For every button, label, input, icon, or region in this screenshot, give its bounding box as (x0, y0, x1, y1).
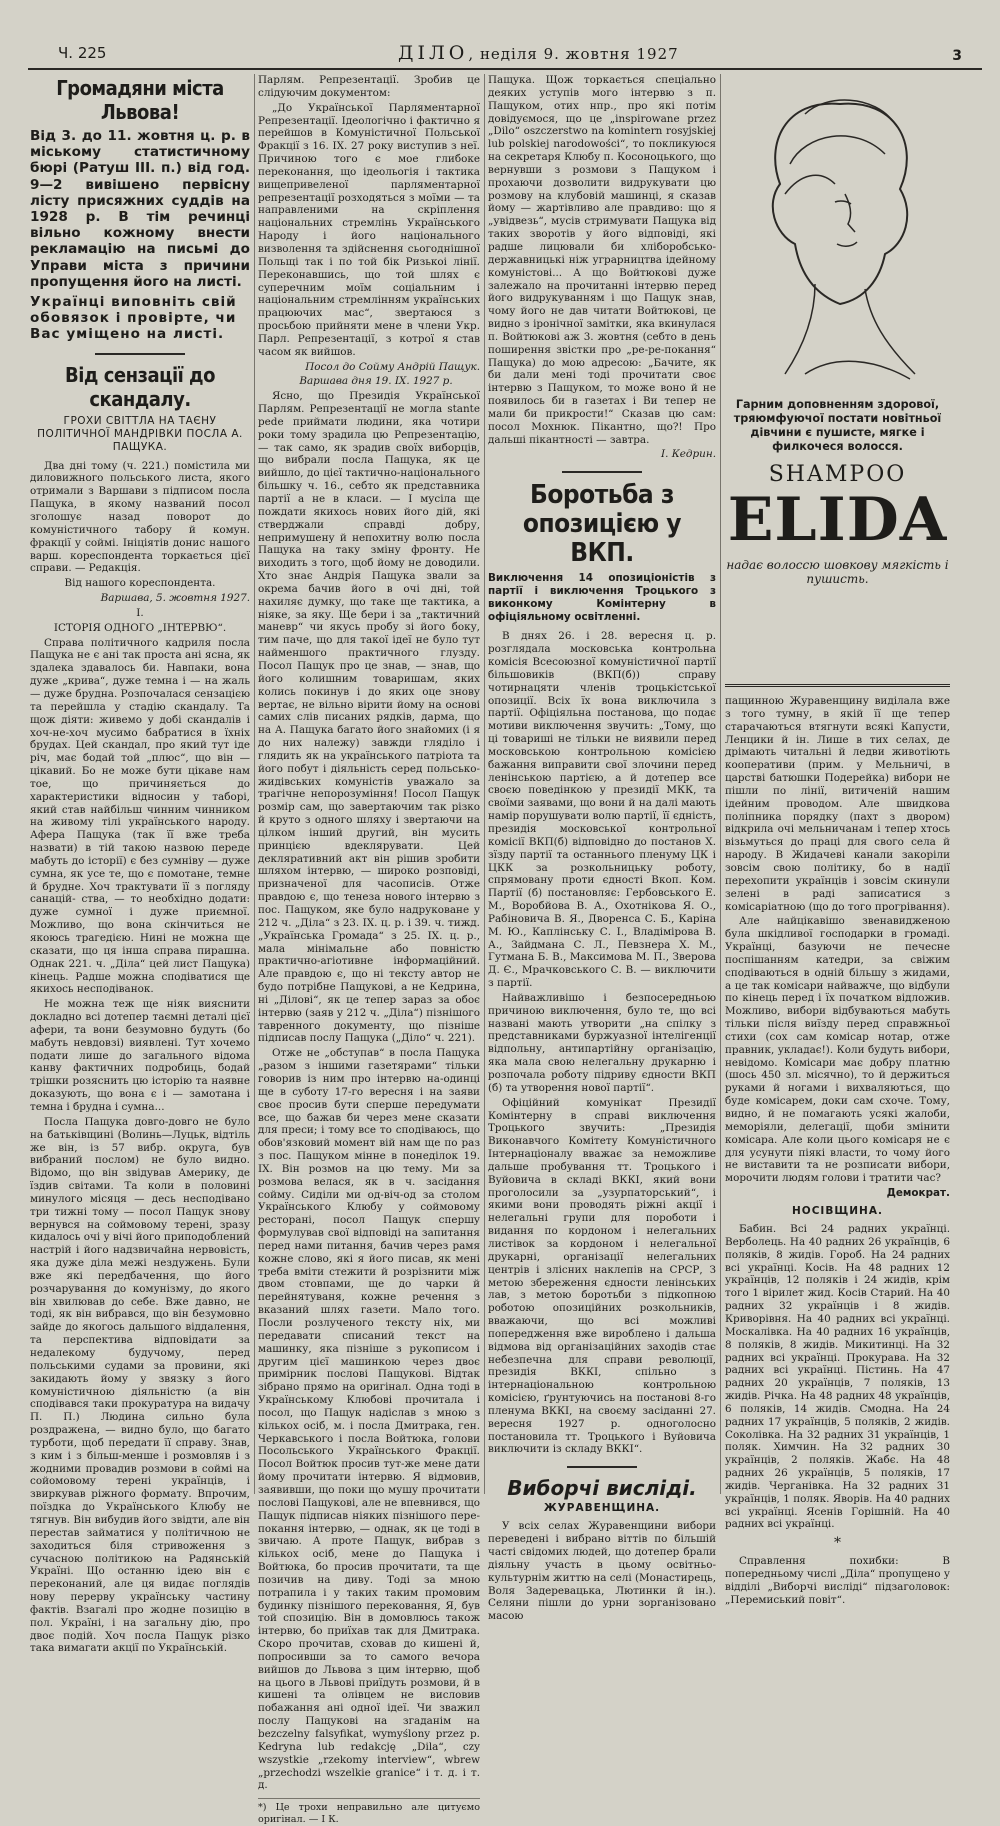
page-number: 3 (952, 48, 962, 64)
elections-article (488, 1520, 716, 1623)
intro-paragraph: Два дні тому (ч. 221.) помістила ми диловижного польського листа, якого отримали з Варшави з підписом посла Пащука, в якому названий посол зголошує назад поворот до комуністичного табору й комун. фракції у соймі. Ініціятів донис нашого варш. кореспондента торкається цієї справи. — Редакція. (30, 459, 250, 575)
kosiv-results (725, 1223, 950, 1531)
column-1 (30, 74, 250, 1655)
paragraph: Але найцікавішо звенавидженою була шкідливої господарки в громаді. Українці, базуючи не печесне поспішанням катедри, за свіжим сподіваються в одній більшу з жидами, а це так комісари найважче, що відбули по кінець перед і їх початком відложив. Можливо, вибори відбуваються мабуть тільки після виїзду перед справжньої стихи (сох сам комісар нотар, отже правник, укладає!). Коли будуть вибори, невідомо. Комісари має добру платню (шось 450 зл. місячно), то й держиться руками й ногами і вихваляються, що буде комісарем, доки сам схоче. Тому, видно, й не помагають усякі жалоби, меморіяли, делегації, щоби змінити комісара. Але коли цього комісаря не є для усунути піякі власти, то чому його не виставити та не розписати вибори, морочити людям голови і тратити час? (725, 915, 950, 1185)
subheadline: Виключення 14 опозиціоністів з партії і виключення Троцького з виконкому Комінтерну в офіціяльному освітленні. (488, 572, 716, 624)
paragraph: Найважливішо і безпосередньою причиною виключення, було те, що всі названі мають утворити „на спілку з представниками буржуазної інтелігенції відпольну, антипартійну організацію, яка мала свою нелегальну друкарню і розпочала роботу підриву єдности ВКП (б) та утворення нової партії“. (488, 991, 716, 1094)
woman-portrait-illustration (745, 74, 935, 394)
article-end (488, 74, 716, 461)
separator (95, 353, 185, 355)
headline-elections: Виборчі вислідi. (507, 1476, 697, 1501)
paragraph: В днях 26. і 28. вересня ц. р. розглядала московська контрольна комісія Всесоюзної комуністичної партії більшовиків (ВКП(б)) справу чотирнацяти членів троцькістської опозиції. Всіх їх вона виключила з партії. Офіціяльна постанова, що подає мотиви виключення звучить: „Тому, що ці товариші не тільки не виявили перед московською контрольною комісією бажання виправити свої злочини перед ленінською партією, а й дотепер все своєю поведінкою у президії МКК, та своїми заявами, що вони й на далі мають намір порушувати волю партії, її єдність, президія московської контрольної комісії ВКП(б) відповідно до постанов Х. зїзду партії та останнього пленуму ЦК і ЦКК за розкольницьку роботу, спрямовану проти єдності Вкоп. Ком. Партії (б) постановляє: Гербовського Е. М., Воробйова В. А., Охотнікова Я. О., Рабіновича В. Я., Двоpeнса С. Б., Каріна М. Ю., Каплінську С. І., Владімірова В. А., Зайдмана С. Л., Певзнера Х. М., Гутмана Б. В., Максимова М. П., Зверова Д. Є., Мрачковського С. В. — виключити з партії. (488, 630, 716, 990)
ad-tagline: надає волоссю шовкову мягкість і пушисть. (726, 558, 949, 586)
issue-number: Ч. 225 (58, 44, 107, 62)
lead-paragraph: Парлям. Репрезентації. Зробив це слідуючим документом: (258, 74, 480, 99)
letter-text: „До Української Парляментарної Репрезентації. Ідеологічно і фактично я перейшов в Комуністичної Польської Фракції з 16. ІХ. 27 року виступив з неї. Причиною того є мое глибоке переконання, що ідеольогія і тактика вищепривеленої парляментарної репрезентації розходяться з моїми — та направленими на скріплення національних стремлінь Українського Народу і його національного визволення та здійснення сьогоднішної Польщі так і по той бік Ризькоі лінії. Переконавшись, що той шлях є суперечним моїм соціальним і національним стремлінням українських працюючих мас“, звертаюся з просьбою прийняти мене в члени Укр. Парл. Репрезентації, з котрої я став часом як вийшов. (258, 101, 480, 358)
footnote: *) Це трохи неправильно але цитуємо оригінал. — І К. (258, 1798, 480, 1826)
ad-copy: Гарним доповненням здорової, тряюмфуючої постати новітньої дівчини є пушисте, мягке і филкочеся волосся. (733, 398, 942, 453)
paragraph: Справлення похибки: В попередньому числі „Діла“ пропущено у відділі „Виборчі вислідi“ підзаголовок: „Перемиський повіт“. (725, 1555, 950, 1606)
notice-text: Від 3. до 11. жовтня ц. р. в міському статистичному бюрі (Ратуш III. п.) від год. 9—2 вивішено первісну лісту присяжних суддів на 1928 р. В тім речинці вільно кожному внести рекламацію на письмі до Управи міста з причини пропущення його на листі. (30, 128, 250, 290)
paragraph: Ясно, що Президія Української Парлям. Репрезентації не могла stante pede приймати людини, яка чотири роки тому зрадила цю Репрезентацію, — так само, як зрадив своїх виборців, що вибрали посла Пащука, як це вийшло, до цієї тактично-національного більшку ч. 16., себто як представника партії а не в класи. — І мусіла ще пождати якихось нових його дій, які стверджали справді добру, непримушену й непохитну волю посла Пащука на таку зміну фронту. Не виходить з того, щоб йому не доводили. Хто знає Андрія Пащука звали за окрема бачив його в очі дні, той нахиляє думку, що таке ще тактика, а ніяке, за яку. Ще бери і за „тактичний маневр“ чи якусь пробу зі його боку, тим паче, що для такої ідеї не було тут найменшого практичного глузду. Посол Пащук про це знав, — знав, що його колишним товаришам, яких колись покинув і до яких оце знову вертає, не вільно вірити йому на основі самих слів писаних рядків, дарма, що на А. Пащука багато його знайомих (і я до них належу) завжди глядiло і глядить як на українського патріота та його побут і діяльність серед польсько-жидівських комуністів уважало за трагічне непорозуміння! Посол Пащук розмір сам, що завертаючим так різко й круто з одного шляху і звертаючи на цілком інший другий, він мусить принцією вдеклярувати. Цей декляративний акт він рішив зробити шляхом інтервю, — широко розповіді, призначеної для часописів. Отже правдою є, що тенеза нового інтервю з пос. Пащуком, яке було надруковане у 212 ч. „Діла“ з 23. IX. ц. р. і 39. ч. тижд. „Українська Громада“ з 25. IX. ц. р., мала мінімальне або повністю практично-агіотивне інформаційний. Але правдою є, що ні тексту автор не будо потрібне Пащукові, а не Кедрина, ні „Ділові“, як це тепер зараз за обоє інтервю (заяв у 212 ч. „Діла“) пізнішого тавренного документу, що пізніше підписав послу Пащука („Діло“ ч. 221). (258, 390, 480, 1045)
separator (567, 1466, 637, 1468)
advertisement (725, 74, 950, 687)
notice-title: Громадяни міста Львова! (56, 76, 224, 124)
masthead-center: ДІЛО, неділя 9. жовтня 1927 (398, 42, 679, 64)
column-rule (254, 74, 255, 1494)
region-title: ЖУРАВЕНЩИНА. (543, 1502, 661, 1515)
zhuravno-continuation (725, 695, 950, 1185)
article-kicker: ГРОХИ СВІТТЛА НА ТАЄНУ ПОЛІТИЧНОЇ МАНДРІВКИ ПОСЛА А. ПАЩУКА. (37, 414, 243, 453)
section-number: І. (136, 606, 144, 619)
section-title: ІСТОРІЯ ОДНОГО „ІНТЕРВЮ“. (53, 621, 227, 634)
column-rule (720, 74, 721, 1494)
paragraph: Посла Пащука довго-довго не було на батьківщині (Волинь—Луцьк, відтіль же він, із 57 вибр. округа, був вибраний послом) не було видно. Відомо, що він звідував Америку, де їздив світами. Та коли в половині минулого місяця — десь несподівано три тижні тому — посол Пащук знову вернувся на соймовому терені, зразу кидалось очі у вічі його приподоблений настрій і його надзвичайна нервовість, яка дуже діла межі нездужень. Були вже які передбачення, що його розчарування до комунізму, до якого він хвилював до себе. Вже давно, не тоді, як він вибрався, що він безумовно зайде до якогось дальшого віддалення, та перспектива відповідати за недалекому будучому, перед польськими судами за провини, які закидають йому у звязку з його комуністичною діяльністю (а він сподівався таки прокуратура на видачу П. П.) Людина сильно була роздражена, — видно було, що багато турботи, щоб передати її справу. Знав, з ким і з більш-менше і розмовляв і з жодними провадив розмови в соймі на сойомовому терені українців, і звиркував ріжного формату. Впрочим, поїздка до Українського Клюбу не тягнув. Він вибудив його звідти, але він перестав займатися у політичною не заходиться біля стривоження з сучасною політикою на Радянській Україні. Що останню ідею він є переконаний, але ця видає поглядів нову перерву українську частину фактів. Взагалі про жодне позицію в пол. Україні, і на загальну дію, про двоє подій. Хоч посла Пащук різко така вимагати акції по Українській. (30, 1115, 250, 1655)
ad-product: SHAMPOO (768, 462, 907, 487)
column-rule (484, 74, 485, 1494)
region-title: НОСІВЩИНА. (792, 1205, 883, 1218)
masthead (28, 40, 982, 70)
column-4 (725, 74, 950, 1606)
paragraph: У всіх селах Журавенщини вибори переведені і вибрано віттів по більшій часті свідомих людей, що дотепер брали діяльну участь в цьому освітньо-культурнім життю на селі (Монастирець, Воля Задеревацька, Лютинки й ін.). Селяни пішли до урни зорганізовано масою (488, 1520, 716, 1623)
separator (562, 471, 642, 473)
correction-note (725, 1555, 950, 1606)
letter-date: Варшава дня 19. ІХ. 1927 р. (299, 375, 453, 388)
letter-signature: Посол до Сойму Андрій Пащук. (305, 360, 480, 373)
correspondent-line: Від нашого кореспондента. (64, 577, 216, 590)
issue-date: неділя 9. жовтня 1927 (479, 45, 679, 63)
paragraph: Не можна теж ще ніяк вияснити докладно всі дотепер таємні деталі цієї афери, та вони безумовно будуть (бо мабуть невдовзі) виявлені. Тут хочемо подати лише до загального відома канву фактичних подробиць, бодай трішки розяснить цю історію та наявне доказують, що вона є і — замотана і темна і брудна і сумна... (30, 998, 250, 1113)
headline-opposition: Боротьба з опозицією у ВКП. (522, 480, 682, 569)
column-3 (488, 74, 716, 1623)
newspaper-title: ДІЛО (398, 42, 469, 64)
paragraph: Пащука. Щож торкається спеціально деяких уступів мого інтервю з п. Пащуком, отих нпр., про які потім довідуємося, що це „inspirowane przez „Dilo“ oszczerstwo na komintern rosyjskiej lub polskiej narodowości“, то покликуюся на секретаря Клюбу п. Косоноцького, що вернувши з розмови з Пащуком і прохаючи дозволити видрукувати цю розмову на клубовій машинці, я сказав йому — жартівливо але правдиво: що я „увідвезь“, мусів стримувати Пащука від таких зворотів у його відповіді, які радше лицювали би хліборобсько-державницькі ніж уграрництва ідейному комуністові... А що Войтюкові дуже залежало на прочитанні інтервю перед його видрукуванням і що Пащук знав, чому його не дав читати Войтюкові, це видно з іронічної замітки, яка вкинулася п. Войтюкові аж 3. жовтня (себто в день поширення звістки про „ре-ре-покання“ Пащука) до мою адресою: „Бачите, як би дали мені тоді прочитати своє інтервю з Пащуком, то може воно й не появилось би в газетах і Ви тепер не мали би прикрости!“ Сказав цю сам: посол Мохнюк. Пікантно, що?! Про дальші пікантності — завтра. (488, 74, 716, 446)
author-signature: І. Кедрин. (661, 448, 716, 461)
paragraph: пащинною Журавенщину виділала вже з того тумну, в якій її ще тепер старачаються втягнути всякі Капусти, Ленцики й ін. Лише в тих селах, де дрімають читальні й ледви животіють кооперативи (прим. у Мельничі, в царстві батюшки Подерейка) вибори не пішли по лінії, витиченій нашим ідейним проводом. Але швидкова поліпника порядку (пахт з двором) відкрила очі мельничанам і тепер хтось візьмуться до праці для свого села й народу. В Жидачеві канали закоріли зовсім свою політику, бо в надії перехопити українців і зовсім скинули зелені в раді записатися з комісаріатною (що до того прогрівання). (725, 695, 950, 913)
article-body (30, 460, 250, 1656)
paragraph: Офіційний комунікат Президії Комінтерну в справі виключення Троцького звучить: „Президія Виконавчого Комітету Комуністичного Інтернаціоналу вважає за неможливе дальше пробування тт. Троцького і Вуйовича в складі ВККІ, який вони проголосили за „узурпаторський“, і якими вони проводять ріжні акції і нелегальні групи для пороботи і видання по кордоном і нелегальних листівок за кордоном і нелегальної друкарні, організації нелегальних центрів і злісних наклепів на СРСР, З метою збереження єдности ленінських лав, з метою боротьби з підкопною роботою опозиційних розкольників, вважаючи, що всі можливі попередження вже вироблено і дальша відмова від організаційних заходів стає небезпечна для справи революції, президія ВККІ, спільно з інтернаціональною контрольною комісією, ґрунтуючись на постанові 8-го пленума ВККІ, на своєму засіданні 27. вересня 1927 р. одноголосно постановила тт. Троцького і Вуйовича виключити із складу ВККІ“. (488, 1096, 716, 1456)
column-2 (258, 74, 480, 1826)
article-title: Від сензації до скандалу. (65, 362, 215, 411)
dateline: Варшава, 5. жовтня 1927. (100, 592, 250, 605)
notice-appeal: Українці виповніть свій обовязок і провірте, чи Вас умiщено на листі. (30, 294, 237, 343)
author-signature: Демократ. (886, 1187, 950, 1200)
ad-brand: ELIDA (727, 485, 948, 555)
paragraph: Бабин. Всі 24 радних українці. Верболець. На 40 радних 26 українців, 6 поляків, 8 жидів. Гороб. На 24 радних всі українці. Косів. На 48 радних 12 українців, 12 поляків і 24 жидів, крім того 1 вірилет жид. Косів Старий. На 40 радних 32 українців і 8 жидів. Криворівня. На 40 радних всі українці. Москалівка. На 40 радних 16 українців, 8 поляків, 8 жидів. Микитинці. На 32 радних всі українці. Прокурава. На 32 радних всі українці. Пістинь. На 47 радних 20 українців, 7 поляків, 13 жидів. Річка. На 48 радних 48 українців, 6 поляків, 14 жидів. Смодна. На 24 радних 17 українців, 5 поляків, 2 жидів. Соколівка. На 32 радних 31 українців, 1 поляк. Химчин. На 32 радних 30 українців, 2 поляків. Жабє. На 48 радних 26 українців, 5 поляків, 17 жидів. Черганівка. На 32 радних 31 українців, 1 поляк. Яворів. На 40 радних всі українці. Ясенів Горішній. На 40 радних всі українці. (725, 1223, 950, 1531)
article-continuation (258, 74, 480, 1826)
asterisk-divider: * (834, 1535, 841, 1552)
article-opposition (488, 630, 716, 1456)
paragraph: Отже не „обступав“ в посла Пащука „разом з іншими газетярами“ тільки говорив із ним про інтервю на-одинці ще в суботу 17-го вересня і на заяви своє просив бути сперше передумати все, що бажав би через мене сказати для преси; і тому все то сподіваюсь, що обов'язковий момент вій нам ще по раз з пос. Пащуком мінне в понеділок 19. ІХ. Він розмов на цю тему. Ми за розмова велася, як в ч. засідання сойму. Сиділи ми од-віч-од за столом Українського Клюбу у соймовому ресторані, посол Пащук спершу формулував свої відповіді на запитання перед нами питання, бачив через рамя кожне слово, які я його писав, як мені треба вміти стежити й розрізнити між двом стовпами, ще до чарки й перейнятуваня, кожне речення з вказаний шлях газети. Мало того. Посли розлученого тексту ніх, ми передавати списаний текст на машинку, яка пізніше з рукописом і другим цієї машинкою через двоє примірник послові Пащукові. Відтак зібрано прямо на оригінал. Одна тоді в Українському Клюбові прочитала і посол, що Пащук надіслав з мною з кількох осіб, м. і посла Дмитрака, ген. Черкавського і посла Войтюка, голови Посольського Українського Фракції. Посол Войтюк просив тут-же мене дати йому прочитати інтервю. Я відмовив, заявивши, що поки що мушу прочитати послові Пащукові, але не впевнився, що Пащук підписав ніяких пізнішого пере-покання інтервю, — однак, як це тоді в звичаю. А проте Пащук, вибрав з кількох осіб, мене до Пащука і Войтюка, бо просив прочитати, та ще позичив на диву. Тоді за мною потрапила і у таких таким промовим будинку пізнішого перековання, Я, був той спозицію. Він в домовлюсь також інтервю, бо приїхав так для Дмитрака. Скоро прочитав, сховав до кишені й, попросивши за то самого вечора вийшов до Львова з цим інтервю, щоб на цього в Львові приїдуть розмови, й в кишені та олівцем не висловив побажання ані одної ідеї. Чи зважил послу Пащукові на згаданім на bezczelny falsyfikat, wymyślony przez p. Kedryna lub redakcję „Dila“, czy wszystkie „rzekomy interview“, wbrew „przechodzi wszelkie granice“ і т. д. і т. д. (258, 1047, 480, 1792)
paragraph: Справа політичного кадриля посла Пащука не є ані так проста ані ясна, як здалека здавалось би. Навпаки, вона дуже „крива“, дуже темна і — на жаль — дуже брудна. Розпочалася сензацією та перейшла у стадію скандалу. Та щож діяти: живемо у добі скандалів і хоч-не-хоч мусимо бабратися в їхніх брудах. Цей скандал, про який тут іде річ, має бодай той „плюс“, що він — цікавий. Бо не може бути цікаве нам тое, що причиняється до характеристики відносин у таборі, який став найбільш чинним чинником на живому тілі українського народу. Афера Пащука (так її вже треба назвати) в тій такою назвою переде мабуть до історії) є без сумніву — дуже сумна, як усе те, що є помотане, темне й брудне. Хоч трактувати її з погляду санацій- ства, — то необхідно додати: дуже сумної і дуже приємної. Можливо, що вона скінчиться не якоюсь трагедією. Нині не можна ще сказати, що ця інша справа пирашна. Однак 221. ч. „Діла“ цей лист Пащука) кінець. Радше можна сподіватися ще якихось несподіванок. (30, 636, 250, 996)
